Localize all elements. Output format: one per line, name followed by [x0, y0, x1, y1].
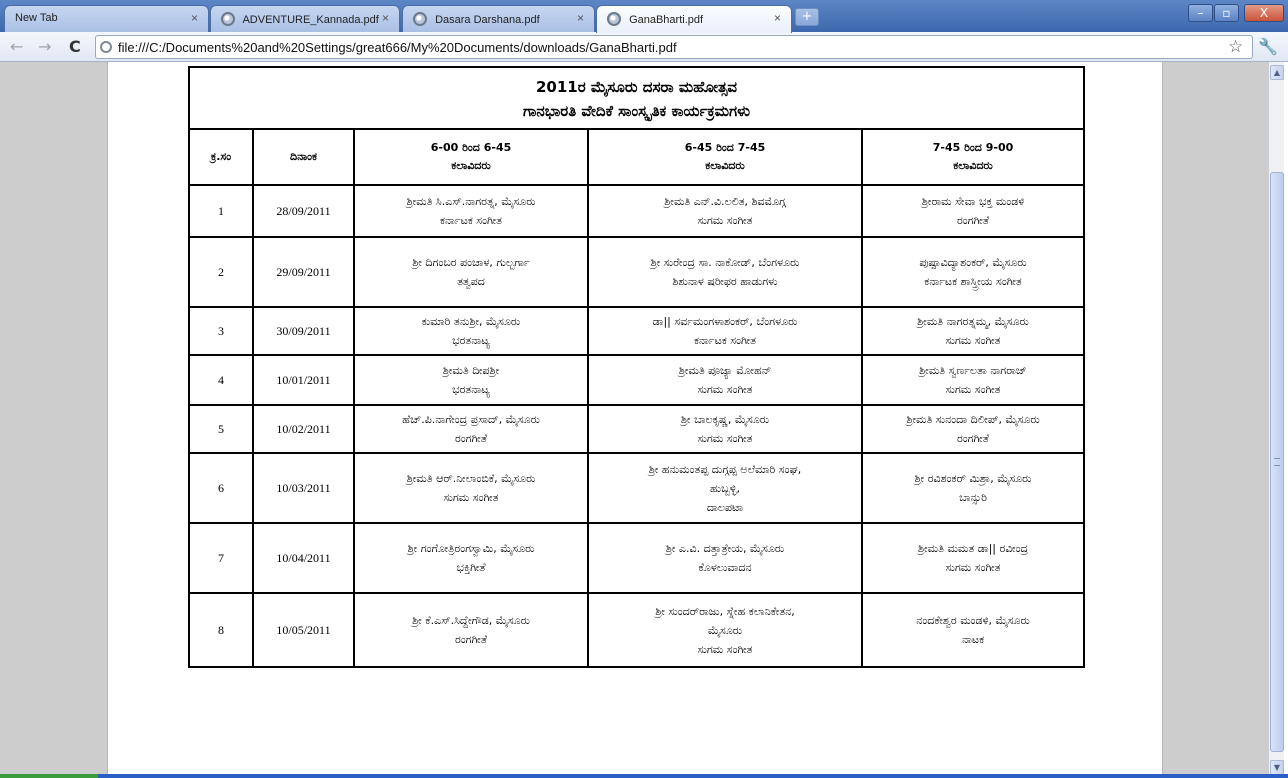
performer-name: ಶ್ರೀಮತಿ ಸ್ವರ್ಣಲತಾ ನಾಗರಾಜ್ — [919, 364, 1027, 377]
close-tab-icon[interactable]: × — [773, 11, 781, 25]
slot-1-performer — [354, 593, 588, 667]
slot-1-performer — [354, 307, 588, 355]
slot-3-performer — [862, 355, 1084, 405]
close-tab-icon[interactable]: × — [381, 11, 389, 25]
tab-label: Dasara Darshana.pdf — [435, 14, 540, 26]
scroll-grip-icon — [1274, 458, 1280, 466]
back-button[interactable]: ← — [10, 37, 24, 56]
table-row — [189, 355, 1084, 405]
performer-name: ಶ್ರೀಮತಿ ನಾಗರತ್ನಮ್ಮ, ಮೈಸೂರು — [917, 315, 1029, 328]
table-row — [189, 593, 1084, 667]
header-serial: ಕ್ರ.ಸಂ — [189, 129, 253, 185]
performer-name: ಶ್ರೀ ಕೆ.ಎಸ್.ಸಿದ್ದೇಗೌಡ, ಮೈಸೂರು — [412, 614, 530, 627]
globe-icon — [413, 12, 427, 26]
performance-type: ಸುಗಮ ಸಂಗೀತ — [443, 491, 499, 504]
slot-2-performer — [588, 405, 862, 453]
bookmark-star-icon[interactable]: ☆ — [1228, 37, 1244, 57]
performer-name: ಶ್ರೀ ಸುಂದರ್‌ರಾಜು, ಸ್ನೇಹ ಕಲಾನಿಕೇತನ, — [655, 604, 795, 618]
performer-name: ಶ್ರೀ ಬಾಲಕೃಷ್ಣ, ಮೈಸೂರು — [680, 413, 770, 426]
performer-name: ಪುಷ್ಪಾವಿದ್ಯಾಶಂಕರ್, ಮೈಸೂರು — [919, 256, 1027, 269]
row-number: 6 — [189, 453, 253, 523]
scroll-thumb[interactable] — [1270, 172, 1284, 752]
performer-name: ಶ್ರೀ ರವಿಶಂಕರ್ ಮಿಶ್ರಾ, ಮೈಸೂರು — [914, 472, 1032, 485]
performance-type: ಸುಗಮ ಸಂಗೀತ — [697, 432, 753, 445]
url-text: file:///C:/Documents%20and%20Settings/great666/My%20Documents/downloads/GanaBharti.pdf — [118, 40, 677, 55]
wrench-icon[interactable]: 🔧 — [1258, 37, 1278, 56]
document-title — [189, 67, 1084, 129]
row-date: 28/09/2011 — [253, 185, 354, 237]
vertical-scrollbar[interactable] — [1268, 62, 1284, 778]
slot-2-performer — [588, 237, 862, 307]
slot-2-performer — [588, 453, 862, 523]
row-number: 4 — [189, 355, 253, 405]
performer-name: ಕುಮಾರಿ ತನುಶ್ರೀ, ಮೈಸೂರು — [421, 315, 521, 328]
slot-1-performer — [354, 453, 588, 523]
scroll-up-button[interactable]: ▲ — [1270, 65, 1284, 80]
slot-artists-label: ಕಲಾವಿದರು — [451, 159, 491, 172]
pdf-viewer — [0, 62, 1268, 778]
performance-type: ರಂಗಗೀತೆ — [454, 432, 488, 445]
slot-2-performer — [588, 185, 862, 237]
performance-type: ಭಕ್ತಿಗೀತೆ — [456, 561, 486, 574]
performance-type: ಹುಬ್ಬಳ್ಳಿ, — [709, 481, 740, 495]
title-line-2: ಗಾನಭಾರತಿ ವೇದಿಕೆ ಸಾಂಸ್ಕೃತಿಕ ಕಾರ್ಯಕ್ರಮಗಳು — [522, 102, 751, 120]
slot-time: 7-45 ರಿಂದ 9-00 — [932, 141, 1014, 154]
performer-name: ಶ್ರೀ ದಿಗಂಬರ ಪಂಚಾಳ, ಗುಲ್ಬರ್ಗಾ — [412, 256, 530, 269]
slot-3-performer — [862, 453, 1084, 523]
header-row — [189, 129, 1084, 185]
performer-name: ಶ್ರೀಮತಿ ಸುನಂದಾ ದಿಲೀಪ್, ಮೈಸೂರು — [906, 413, 1040, 426]
performance-type: ಸುಗಮ ಸಂಗೀತ — [945, 561, 1001, 574]
table-row — [189, 523, 1084, 593]
tab-label: ADVENTURE_Kannada.pdf — [242, 14, 379, 26]
slot-3-performer — [862, 307, 1084, 355]
scroll-down-button[interactable]: ▼ — [1270, 760, 1284, 775]
row-number: 7 — [189, 523, 253, 593]
slot-time: 6-00 ರಿಂದ 6-45 — [430, 141, 512, 154]
performance-type: ಮೈಸೂರು — [707, 623, 743, 637]
close-tab-icon[interactable]: × — [190, 11, 198, 25]
table-row — [189, 307, 1084, 355]
header-slot-2 — [588, 129, 862, 185]
row-number: 3 — [189, 307, 253, 355]
tab-new-tab[interactable] — [4, 5, 209, 32]
performer-name: ಹೆಚ್.ಪಿ.ನಾಗೇಂದ್ರ ಪ್ರಸಾದ್, ಮೈಸೂರು — [402, 413, 540, 426]
performance-type: ರಂಗಗೀತೆ — [956, 214, 990, 227]
slot-1-performer — [354, 237, 588, 307]
tab-adventure-kannada[interactable] — [210, 5, 400, 32]
performer-name: ಶ್ರೀಮತಿ ಎನ್.ವಿ.ಲಲಿತ, ಶಿವಮೊಗ್ಗ — [664, 195, 786, 208]
globe-icon — [221, 12, 235, 26]
performance-type: ಕರ್ನಾಟಕ ಸಂಗೀತ — [439, 214, 502, 227]
row-number: 1 — [189, 185, 253, 237]
performance-type: ಶಿಶುನಾಳ ಷರೀಫರ ಹಾಡುಗಳು — [672, 275, 778, 288]
schedule-table — [188, 66, 1085, 668]
slot-2-performer — [588, 307, 862, 355]
table-row — [189, 185, 1084, 237]
row-date: 10/01/2011 — [253, 355, 354, 405]
performance-type: ಸುಗಮ ಸಂಗೀತ — [697, 214, 753, 227]
performance-type: ಸುಗಮ ಸಂಗೀತ — [945, 383, 1001, 396]
slot-1-performer — [354, 185, 588, 237]
pdf-page — [107, 62, 1163, 778]
performer-name: ಡಾ|| ಸರ್ವಮಂಗಳಾಶಂಕರ್, ಬೆಂಗಳೂರು — [652, 315, 798, 328]
row-date: 10/03/2011 — [253, 453, 354, 523]
performance-type: ನಾಟಕ — [961, 633, 985, 646]
performer-name: ನಂದಕೇಶ್ವರ ಮಂಡಳಿ, ಮೈಸೂರು — [916, 614, 1030, 627]
minimize-button[interactable]: – — [1188, 4, 1213, 22]
slot-2-performer — [588, 355, 862, 405]
row-date: 30/09/2011 — [253, 307, 354, 355]
performance-type: ಕರ್ನಾಟಕ ಶಾಸ್ತ್ರೀಯ ಸಂಗೀತ — [924, 275, 1022, 288]
performance-type: ರಂಗಗೀತೆ — [454, 633, 488, 646]
performer-name: ಶ್ರೀಮತಿ ದೀಪಶ್ರೀ — [442, 364, 500, 377]
row-number: 5 — [189, 405, 253, 453]
slot-1-performer — [354, 405, 588, 453]
performer-name: ಶ್ರೀ ಹನುಮಂತಪ್ಪ ದುಗ್ಗಪ್ಪ ಅಲೆಮಾರಿ ಸಂಘ, — [648, 462, 802, 476]
table-row — [189, 405, 1084, 453]
row-date: 29/09/2011 — [253, 237, 354, 307]
toolbar — [0, 32, 1288, 62]
performance-type: ಸುಗಮ ಸಂಗೀತ — [945, 334, 1001, 347]
reload-button[interactable]: C — [69, 37, 81, 56]
slot-3-performer — [862, 185, 1084, 237]
performer-name: ಶ್ರೀ ಎ.ವಿ. ದತ್ತಾತ್ರೇಯ, ಮೈಸೂರು — [665, 542, 785, 555]
globe-icon — [607, 12, 621, 26]
header-slot-3 — [862, 129, 1084, 185]
slot-3-performer — [862, 405, 1084, 453]
slot-2-performer — [588, 523, 862, 593]
tab-label: GanaBharti.pdf — [629, 14, 704, 26]
title-line-1: 2011ರ ಮೈಸೂರು ದಸರಾ ಮಹೋತ್ಸವ — [535, 78, 738, 96]
performance-type: ಸುಗಮ ಸಂಗೀತ — [697, 642, 753, 656]
table-row — [189, 237, 1084, 307]
performance-type: ಕರ್ನಾಟಕ ಸಂಗೀತ — [693, 334, 756, 347]
performance-type: ಬಾನ್ಸುರಿ — [959, 491, 987, 504]
performer-name: ಶ್ರೀ ಗಂಗೋತ್ರಿರಂಗಸ್ವಾಮಿ, ಮೈಸೂರು — [407, 542, 535, 555]
performer-name: ಶ್ರೀಮತಿ ಪೂಜ್ಯಾ ಮೋಹನ್ — [678, 364, 772, 377]
slot-artists-label: ಕಲಾವಿದರು — [705, 159, 745, 172]
address-bar[interactable] — [95, 35, 1253, 59]
close-tab-icon[interactable]: × — [576, 11, 584, 25]
row-date: 10/04/2011 — [253, 523, 354, 593]
page-icon — [100, 41, 112, 53]
row-date: 10/02/2011 — [253, 405, 354, 453]
slot-1-performer — [354, 523, 588, 593]
forward-button[interactable]: → — [38, 37, 52, 56]
slot-3-performer — [862, 523, 1084, 593]
performance-type: ಭರತನಾಟ್ಯ — [452, 383, 490, 396]
slot-1-performer — [354, 355, 588, 405]
performer-name: ಶ್ರೀಮತಿ ಸಿ.ಎಸ್.ನಾಗರತ್ನ, ಮೈಸೂರು — [406, 195, 536, 208]
slot-time: 6-45 ರಿಂದ 7-45 — [684, 141, 766, 154]
performer-name: ಶ್ರೀರಾಮ ಸೇವಾ ಭಕ್ತ ಮಂಡಳಿ — [921, 195, 1025, 208]
header-slot-1 — [354, 129, 588, 185]
row-number: 8 — [189, 593, 253, 667]
slot-2-performer — [588, 593, 862, 667]
performer-name: ಶ್ರೀಮತಿ ಮಮತ ಡಾ|| ರವೀಂದ್ರ — [917, 542, 1029, 555]
tab-label: New Tab — [15, 12, 58, 24]
slot-3-performer — [862, 237, 1084, 307]
table-row — [189, 453, 1084, 523]
header-date: ದಿನಾಂಕ — [253, 129, 354, 185]
maximize-button[interactable]: ▫ — [1214, 4, 1239, 22]
taskbar-edge — [0, 774, 1288, 778]
performance-type: ಕೊಳಲುವಾದನ — [698, 561, 752, 574]
performance-type: ದಾಲಪಟಾ — [706, 500, 744, 514]
performance-type: ತತ್ವಪದ — [457, 275, 485, 288]
row-date: 10/05/2011 — [253, 593, 354, 667]
row-number: 2 — [189, 237, 253, 307]
tab-strip — [0, 0, 1288, 32]
performance-type: ಸುಗಮ ಸಂಗೀತ — [697, 383, 753, 396]
performance-type: ಭರತನಾಟ್ಯ — [452, 334, 490, 347]
tab-dasara-darshana[interactable] — [402, 5, 595, 32]
close-window-button[interactable]: X — [1244, 4, 1284, 22]
performance-type: ರಂಗಗೀತೆ — [956, 432, 990, 445]
tab-ganabharti[interactable] — [596, 5, 792, 33]
performer-name: ಶ್ರೀ ಸುರೇಂದ್ರ ಸಾ. ನಾಕೋಡ್, ಬೆಂಗಳೂರು — [650, 256, 800, 269]
title-row — [189, 67, 1084, 129]
schedule-body — [189, 185, 1084, 667]
slot-artists-label: ಕಲಾವಿದರು — [953, 159, 993, 172]
new-tab-button[interactable]: + — [795, 8, 819, 26]
performer-name: ಶ್ರೀಮತಿ ಆರ್.ನೀಲಾಂಬಿಕೆ, ಮೈಸೂರು — [406, 472, 536, 485]
slot-3-performer — [862, 593, 1084, 667]
